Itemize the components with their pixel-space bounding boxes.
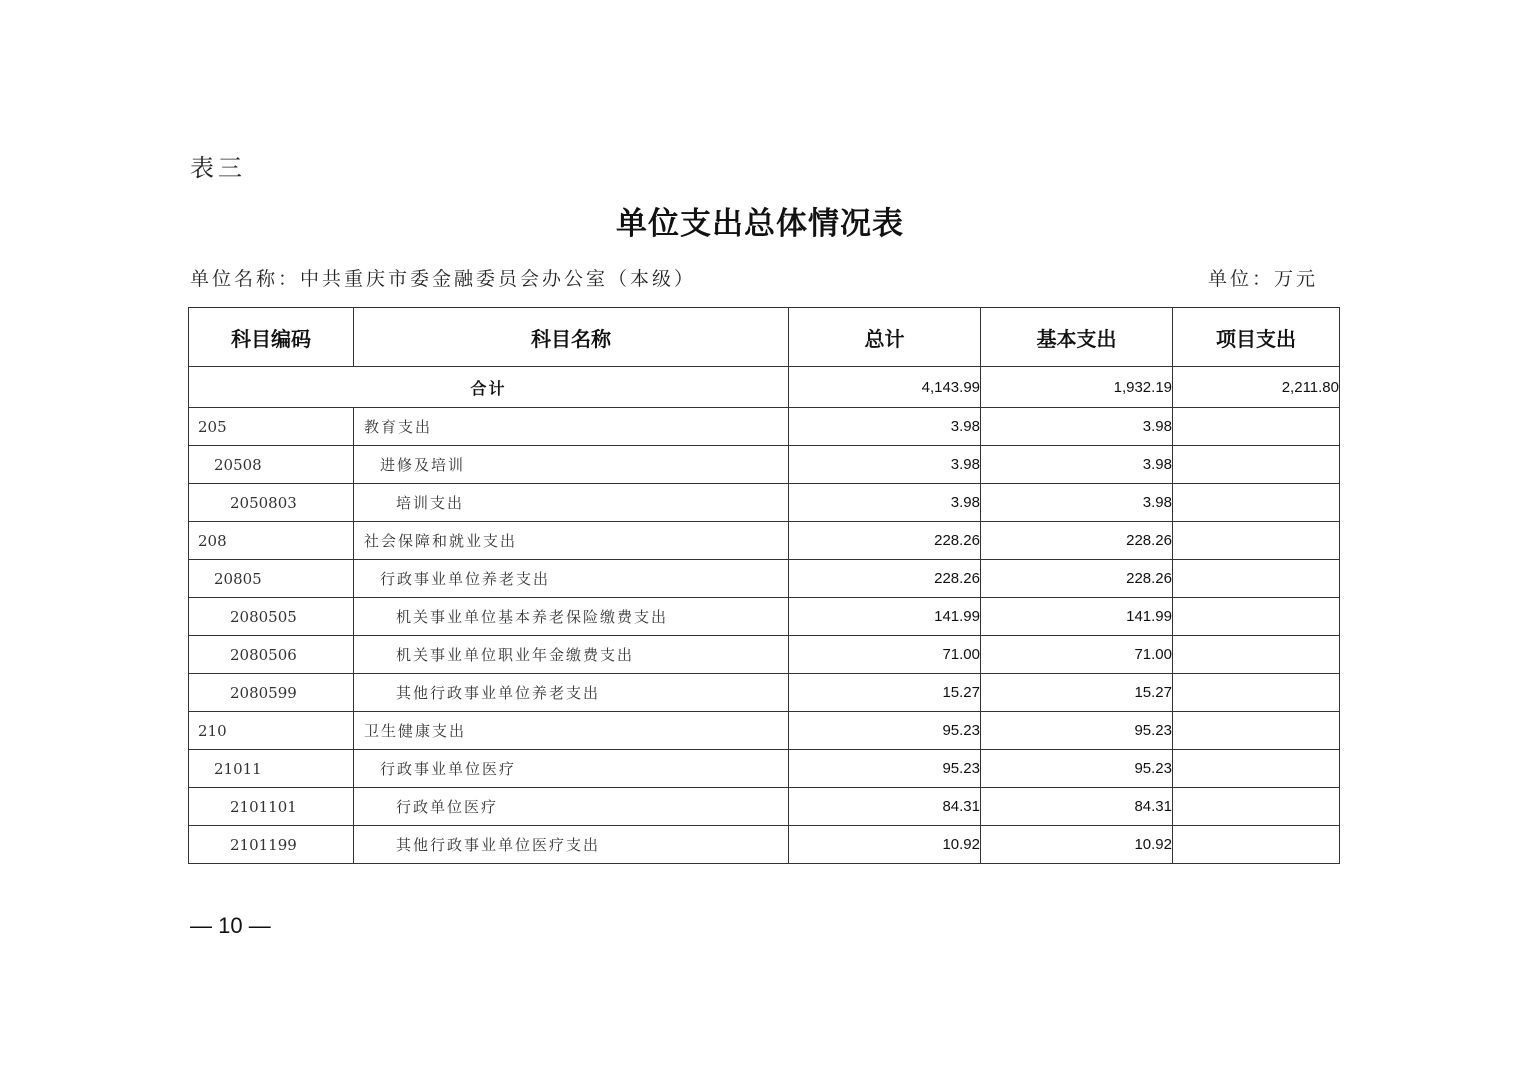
table-row	[189, 826, 1340, 864]
row-project	[1173, 598, 1340, 636]
table-row	[189, 408, 1340, 446]
row-basic: 95.23	[981, 750, 1173, 788]
header-code: 科目编码	[189, 308, 354, 367]
row-basic: 10.92	[981, 826, 1173, 864]
row-name: 机关事业单位基本养老保险缴费支出	[354, 598, 789, 636]
row-basic: 3.98	[981, 446, 1173, 484]
row-basic: 15.27	[981, 674, 1173, 712]
unit-name: 单位名称：中共重庆市委金融委员会办公室（本级）	[190, 268, 697, 290]
total-project: 2,211.80	[1173, 367, 1340, 408]
row-project	[1173, 408, 1340, 446]
row-total: 228.26	[789, 560, 981, 598]
row-total: 3.98	[789, 446, 981, 484]
header-name: 科目名称	[354, 308, 789, 367]
row-project	[1173, 636, 1340, 674]
row-code: 2050803	[189, 484, 354, 522]
row-name: 其他行政事业单位医疗支出	[354, 826, 789, 864]
row-project	[1173, 750, 1340, 788]
table-header-row	[189, 308, 1340, 367]
row-project	[1173, 674, 1340, 712]
row-name: 教育支出	[354, 408, 789, 446]
table-row	[189, 484, 1340, 522]
header-project: 项目支出	[1173, 308, 1340, 367]
table-row	[189, 560, 1340, 598]
row-code: 208	[189, 522, 354, 560]
table-row	[189, 598, 1340, 636]
row-name: 进修及培训	[354, 446, 789, 484]
row-code: 2080506	[189, 636, 354, 674]
row-name: 社会保障和就业支出	[354, 522, 789, 560]
row-name: 卫生健康支出	[354, 712, 789, 750]
header-total: 总计	[789, 308, 981, 367]
row-basic: 95.23	[981, 712, 1173, 750]
table-row	[189, 788, 1340, 826]
row-project	[1173, 484, 1340, 522]
row-name: 其他行政事业单位养老支出	[354, 674, 789, 712]
expenditure-table	[188, 307, 1340, 864]
row-code: 20805	[189, 560, 354, 598]
row-name: 行政单位医疗	[354, 788, 789, 826]
total-label: 合计	[189, 367, 789, 408]
row-total: 15.27	[789, 674, 981, 712]
row-project	[1173, 712, 1340, 750]
row-basic: 3.98	[981, 484, 1173, 522]
row-name: 行政事业单位养老支出	[354, 560, 789, 598]
row-code: 2101199	[189, 826, 354, 864]
total-sum: 4,143.99	[789, 367, 981, 408]
row-project	[1173, 788, 1340, 826]
page-title: 单位支出总体情况表	[616, 206, 904, 242]
total-basic: 1,932.19	[981, 367, 1173, 408]
table-row	[189, 446, 1340, 484]
table-row	[189, 712, 1340, 750]
row-code: 2080505	[189, 598, 354, 636]
row-total: 84.31	[789, 788, 981, 826]
row-code: 2101101	[189, 788, 354, 826]
row-project	[1173, 446, 1340, 484]
row-basic: 71.00	[981, 636, 1173, 674]
row-total: 10.92	[789, 826, 981, 864]
row-total: 3.98	[789, 408, 981, 446]
row-total: 3.98	[789, 484, 981, 522]
table-row	[189, 522, 1340, 560]
row-basic: 3.98	[981, 408, 1173, 446]
page-number: — 10 —	[190, 913, 271, 938]
row-code: 21011	[189, 750, 354, 788]
row-code: 20508	[189, 446, 354, 484]
row-project	[1173, 522, 1340, 560]
row-basic: 84.31	[981, 788, 1173, 826]
table-row	[189, 636, 1340, 674]
row-code: 210	[189, 712, 354, 750]
row-total: 71.00	[789, 636, 981, 674]
table-row	[189, 750, 1340, 788]
row-basic: 228.26	[981, 522, 1173, 560]
row-total: 141.99	[789, 598, 981, 636]
row-total: 228.26	[789, 522, 981, 560]
row-name: 机关事业单位职业年金缴费支出	[354, 636, 789, 674]
row-total: 95.23	[789, 750, 981, 788]
row-project	[1173, 560, 1340, 598]
row-code: 2080599	[189, 674, 354, 712]
row-total: 95.23	[789, 712, 981, 750]
table-label: 表三	[190, 154, 246, 182]
header-basic: 基本支出	[981, 308, 1173, 367]
currency-unit: 单位：万元	[1208, 268, 1319, 290]
row-code: 205	[189, 408, 354, 446]
row-basic: 228.26	[981, 560, 1173, 598]
total-row	[189, 367, 1340, 408]
row-basic: 141.99	[981, 598, 1173, 636]
table-row	[189, 674, 1340, 712]
row-name: 培训支出	[354, 484, 789, 522]
row-name: 行政事业单位医疗	[354, 750, 789, 788]
row-project	[1173, 826, 1340, 864]
